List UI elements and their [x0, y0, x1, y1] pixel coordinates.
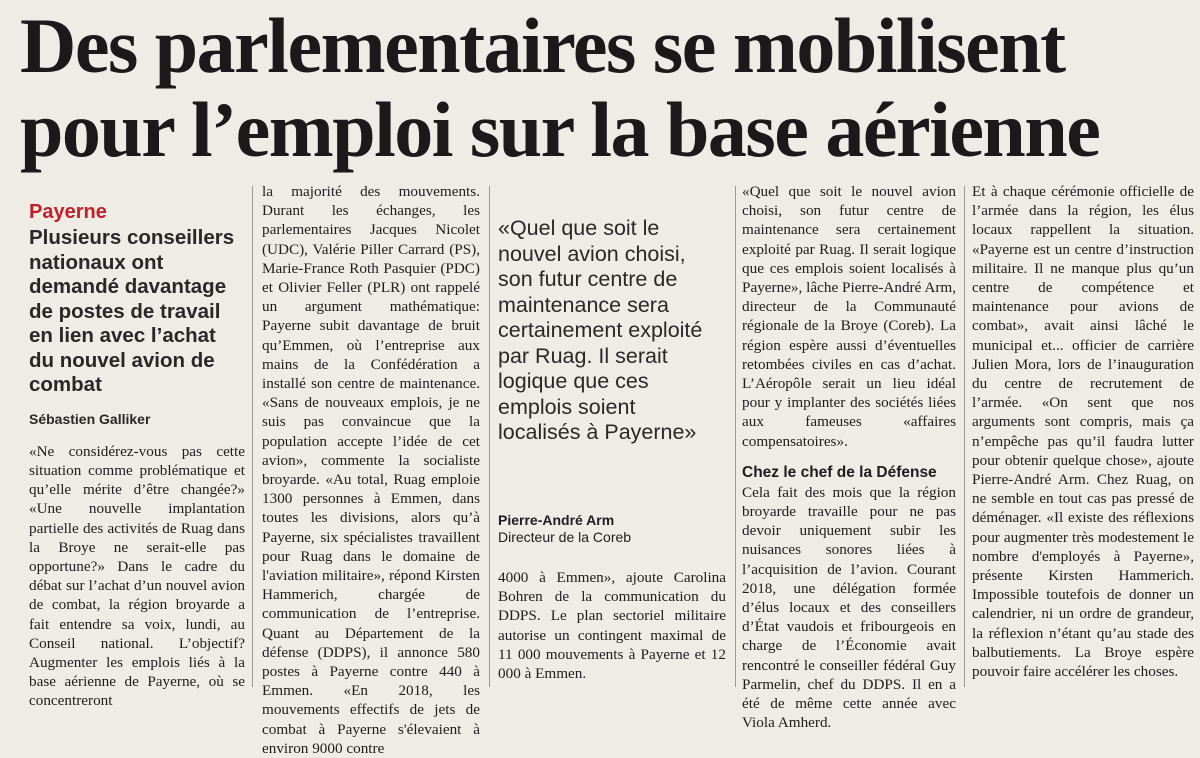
article-column-2 — [262, 182, 480, 757]
article-paragraph: Cela fait des mois que la région broyarde travaille pour ne pas devoir uniquement subir les nuisances sonores liées à l’acquisition de l’avion. Courant 2018, une délégation formée d’élus locaux et des conseillers d’État vaudois et fribourgeois en charge de l’Économie avait rencontré le conseiller fédéral Guy Parmelin, chef du DDPS. Il en a été de même cette année avec Viola Amherd. — [742, 483, 956, 732]
quote-author-name: Pierre-André Arm — [498, 512, 615, 528]
column-rule — [964, 186, 965, 687]
column-rule — [252, 186, 253, 687]
article-paragraph: 4000 à Emmen», ajoute Carolina Bohren de la communication du DDPS. Le plan sectoriel militaire autorise un contingent maximal de 11 000 mouvements à Payerne et 12 000 à Emmen. — [498, 569, 726, 683]
section-subhead: Chez le chef de la Défense — [742, 463, 937, 481]
lead-text: Plusieurs conseillers nationaux ont demandé davantage de postes de travail en lien avec l’achat du nouvel avion de combat — [29, 226, 235, 396]
article-paragraph: «Ne considérez-vous pas cette situation comme problématique et qu’elle mérite d’être changée?» «Une nouvelle implantation partielle des activités de Ruag dans la Broye ne serait-elle pas opportune?» Dans le cadre du débat sur l’achat d’un nouvel avion de combat, la région broyarde a fait entendre sa voix, lundi, au Conseil national. L’objectif? Augmenter les emplois liés à la base aérienne de Payerne, où se concentreront — [29, 442, 245, 710]
byline: Sébastien Galliker — [29, 410, 151, 427]
article-paragraph: la majorité des mouvements. Durant les échanges, les parlementaires Jacques Nicolet (UDC), Valérie Piller Carrard (PS), Marie-France Roth Pasquier (PDC) et Olivier Feller (PLR) ont rappelé un argument mathématique: Payerne subit davantage de bruit qu’Emmen, où l’entreprise aux mains de la Confédération a installé son centre de maintenance. «Sans de nouveaux emplois, je ne suis pas convaincue que la population accepte l’idée de cet avion», commente la socialiste broyarde. «Au total, Ruag emploie 1300 personnes à Emmen, dans toutes les divisions, alors qu’à Payerne, six spécialistes travaillent pour Ruag dans le domaine de l'aviation militaire», répond Kirsten Hammerich, chargée de communication de l’entreprise. Quant au Département de la défense (DDPS), il annonce 580 postes à Payerne contre 440 à Emmen. «En 2018, les mouvements effectifs de jets de combat à Payerne s'élevaient à environ 9000 contre — [262, 183, 480, 757]
sidebar-column — [29, 200, 245, 710]
article-paragraph: Et à chaque cérémonie officielle de l’armée dans la région, les élus locaux rappellent la situation. «Payerne est un centre d’instruction militaire. Il ne manque plus qu’un centre de compétence et maintenance pour avions de combat», avait ainsi lâché le municipal et... officier de carrière Julien Mora, lors de l’inauguration du centre de recrutement de l’armée. «On sent que nos arguments sont compris, mais ça n’empêche pas qu’il faudra lutter pour obtenir quelque chose», ajoute Pierre-André Arm. Chez Ruag, on ne semble en tout cas pas pressé de déménager. «Il existe des réflexions pour augmenter très modestement le nombre d'employés à Payerne», présente Kirsten Hammerich. Impossible toutefois de donner un calendrier, ni un ordre de grandeur, la réflexion n’étant qu’au stade des balbutiements. La Broye espère pouvoir faire accélérer les choses. — [972, 183, 1194, 681]
column-rule — [489, 186, 490, 687]
article-paragraph: «Quel que soit le nouvel avion choisi, son futur centre de maintenance sera certainement exploité par Ruag. Il serait logique que ces emplois soient localisés à Payerne», lâche Pierre-André Arm, directeur de la Communauté régionale de la Broye (Coreb). La région espère aussi d’éventuelles retombées civiles en cas d’achat. L’Aéropôle serait un lieu idéal pour y implanter des sociétés liées aux fameuses «affaires compensatoires». — [742, 183, 956, 450]
headline-line-2: pour l’emploi sur la base aérienne — [20, 86, 1100, 173]
pull-quote-attribution — [498, 512, 728, 546]
article-column-5 — [972, 182, 1194, 687]
headline-line-1: Des parlementaires se mobilisent — [20, 2, 1065, 89]
article-column-4 — [742, 182, 956, 732]
headline — [20, 4, 1195, 172]
article-column-3 — [498, 568, 726, 687]
column-rule — [735, 186, 736, 687]
pull-quote: «Quel que soit le nouvel avion choisi, son futur centre de maintenance sera certainement exploité par Ruag. Il serait logique que ces emplois soient localisés à Payerne» — [498, 216, 703, 444]
quote-author-role: Directeur de la Coreb — [498, 529, 632, 545]
kicker: Payerne — [29, 201, 107, 223]
